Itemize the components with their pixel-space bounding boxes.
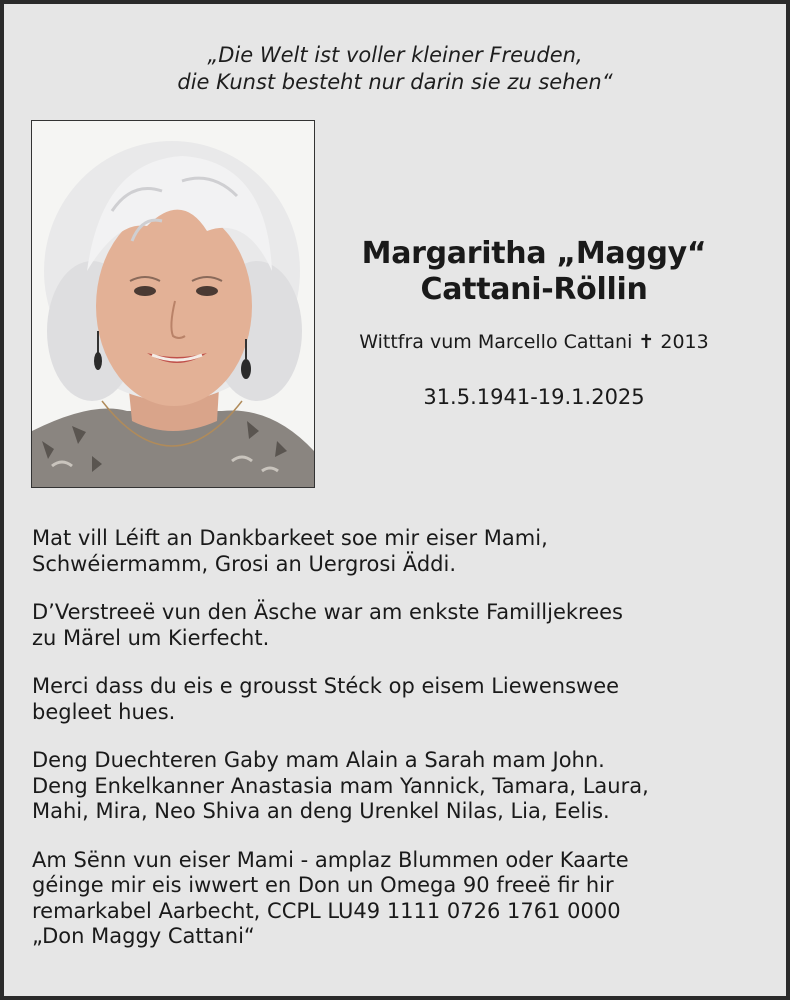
- text-line: begleet hues.: [32, 699, 176, 724]
- quote-line: die Kunst besteht nur darin sie zu sehen“: [177, 70, 613, 94]
- quote-line: „Die Welt ist voller kleiner Freuden,: [207, 43, 583, 67]
- text-line: Deng Enkelkanner Anastasia mam Yannick, Tamara, Laura,: [32, 773, 649, 798]
- text-line: „Don Maggy Cattani“: [32, 924, 255, 948]
- paragraph-ashes: [32, 600, 772, 651]
- text-line: Mat vill Léift an Dankbarkeet soe mir eiser Mami,: [32, 526, 548, 550]
- obituary-text: [32, 526, 772, 973]
- text-line: géinge mir eis iwwert en Don un Omega 90 freeë fir hir: [32, 873, 614, 897]
- name-line-1: Margaritha „Maggy“: [361, 236, 707, 271]
- text-line: Mahi, Mira, Neo Shiva an deng Urenkel Nilas, Lia, Eelis.: [32, 799, 610, 823]
- widow-line: Wittfra vum Marcello Cattani ✝ 2013: [359, 331, 709, 353]
- name-line-2: Cattani-Röllin: [420, 272, 648, 307]
- text-line: remarkabel Aarbecht, CCPL LU49 1111 0726 1761 0000: [32, 898, 621, 923]
- text-line: Schwéiermamm, Grosi an Uergrosi Äddi.: [32, 551, 457, 576]
- paragraph-merci: [32, 674, 772, 725]
- epigraph-quote: [4, 42, 786, 96]
- text-line: Merci dass du eis e grousst Stéck op eisem Liewenswee: [32, 674, 620, 698]
- paragraph-donation: [32, 848, 772, 950]
- text-line: D’Verstreeë vun den Äsche war am enkste Familljekrees: [32, 600, 623, 624]
- portrait-photo: [31, 120, 315, 488]
- text-line: Deng Duechteren Gaby mam Alain a Sarah mam John.: [32, 748, 605, 772]
- paragraph-thanks: [32, 526, 772, 577]
- text-line: zu Märel um Kierfecht.: [32, 625, 270, 650]
- deceased-name: [334, 236, 734, 308]
- paragraph-family: [32, 748, 772, 825]
- life-dates: 31.5.1941-19.1.2025: [423, 385, 645, 409]
- portrait-illustration: [32, 121, 314, 487]
- text-line: Am Sënn vun eiser Mami - amplaz Blummen oder Kaarte: [32, 847, 629, 872]
